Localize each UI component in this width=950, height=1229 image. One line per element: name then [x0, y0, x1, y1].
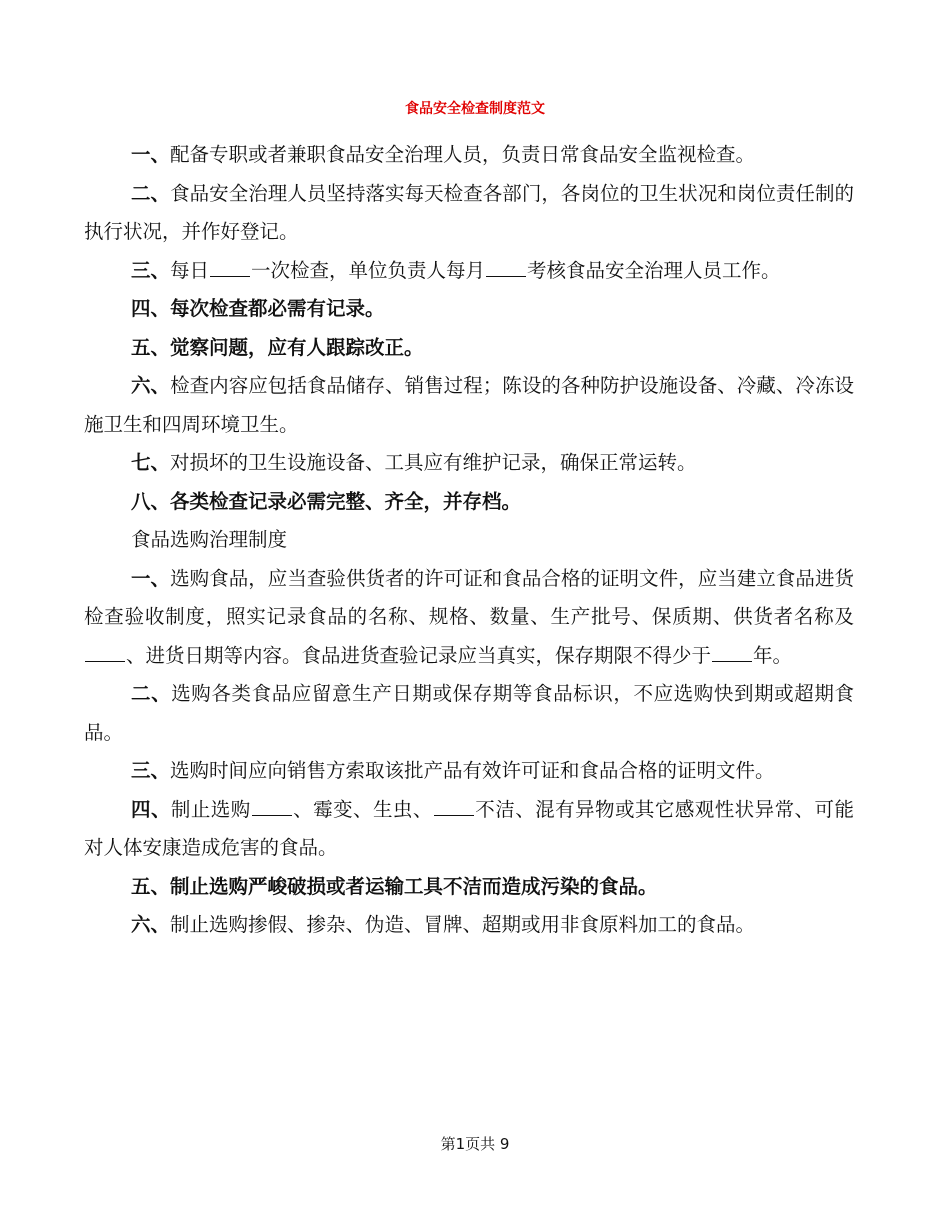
s1-p3-lead: 三、: [131, 258, 171, 282]
s1-paragraph-4: 四、每次检查都必需有记录。: [131, 297, 385, 320]
s2-p1-text-c: 年。: [753, 643, 793, 667]
s2-p3-text: 选购时间应向销售方索取该批产品有效许可证和食品合格的证明文件。: [170, 759, 775, 782]
s1-paragraph-1: [84, 136, 854, 175]
s1-p2-text: 食品安全治理人员坚持落实每天检查各部门，各岗位的卫生状况和岗位责任制的执行状况，并作好登记。: [84, 181, 854, 243]
s1-paragraph-2: [84, 175, 854, 252]
s1-p7-text: 对损坏的卫生设施设备、工具应有维护记录，确保正常运转。: [170, 451, 697, 474]
s2-p2-lead: 二、: [131, 682, 172, 705]
s1-p2-lead: 二、: [131, 181, 171, 205]
s1-p3-text-a: 每日: [170, 258, 210, 282]
s1-p1-lead: 一、: [131, 143, 171, 166]
s2-paragraph-3: [84, 752, 854, 791]
s2-paragraph-1: [84, 560, 854, 676]
s2-p4-lead: 四、: [131, 797, 171, 821]
s1-p6-text: 检查内容应包括食品储存、销售过程；陈设的各种防护设施设备、冷藏、冷冻设施卫生和四周环境卫生。: [84, 374, 854, 436]
s1-p6-lead: 六、: [131, 374, 171, 397]
s2-p2-text: 选购各类食品应留意生产日期或保存期等食品标识，不应选购快到期或超期食品。: [84, 682, 854, 744]
section-2-heading: 食品选购治理制度: [131, 528, 288, 551]
s2-p6-lead: 六、: [131, 913, 171, 936]
s2-p6-text: 制止选购掺假、掺杂、伪造、冒牌、超期或用非食原料加工的食品。: [170, 913, 756, 936]
s1-paragraph-6: [84, 367, 854, 444]
document-body: [84, 136, 854, 945]
s2-p4-text-a: 制止选购: [170, 797, 251, 821]
s1-paragraph-7: [84, 444, 854, 483]
fill-blank: [712, 660, 752, 662]
s2-p4-text-c: 不洁、混有异物或其它感观性状异常、可能对人体安康造成危害的食品。: [84, 797, 854, 859]
s1-paragraph-8: 八、各类检查记录必需完整、齐全，并存档。: [131, 489, 522, 513]
fill-blank: [434, 814, 474, 816]
s2-p4-text-b: 、霉变、生虫、: [292, 797, 433, 821]
s1-paragraph-3: [84, 252, 854, 291]
s2-paragraph-2: [84, 675, 854, 752]
s2-p1-text-a: 选购食品，应当查验供货者的许可证和食品合格的证明文件，应当建立食品进货检查验收制度，照实记录食品的名称、规格、数量、生产批号、保质期、供货者名称及: [84, 566, 854, 628]
fill-blank: [486, 275, 526, 277]
s2-paragraph-4: [84, 791, 854, 868]
fill-blank: [210, 275, 250, 277]
s2-p3-lead: 三、: [131, 759, 171, 782]
s1-paragraph-5: 五、觉察问题，应有人跟踪改正。: [131, 335, 424, 359]
fill-blank: [85, 660, 125, 662]
s1-p3-text-b: 一次检查，单位负责人每月: [251, 258, 486, 282]
s2-p1-lead: 一、: [131, 566, 171, 590]
s2-paragraph-6: [84, 906, 854, 945]
s2-p1-text-b: 、进货日期等内容。食品进货查验记录应当真实，保存期限不得少于: [126, 643, 712, 667]
page-footer: 第1页共 9: [440, 1135, 510, 1153]
fill-blank: [252, 814, 292, 816]
s1-p7-lead: 七、: [131, 451, 171, 474]
document-title: 食品安全检查制度范文: [405, 101, 545, 117]
s2-paragraph-5: 五、制止选购严峻破损或者运输工具不洁而造成污染的食品。: [131, 874, 658, 898]
s1-p1-text: 配备专职或者兼职食品安全治理人员，负责日常食品安全监视检查。: [170, 143, 756, 166]
s1-p3-text-c: 考核食品安全治理人员工作。: [527, 258, 781, 282]
